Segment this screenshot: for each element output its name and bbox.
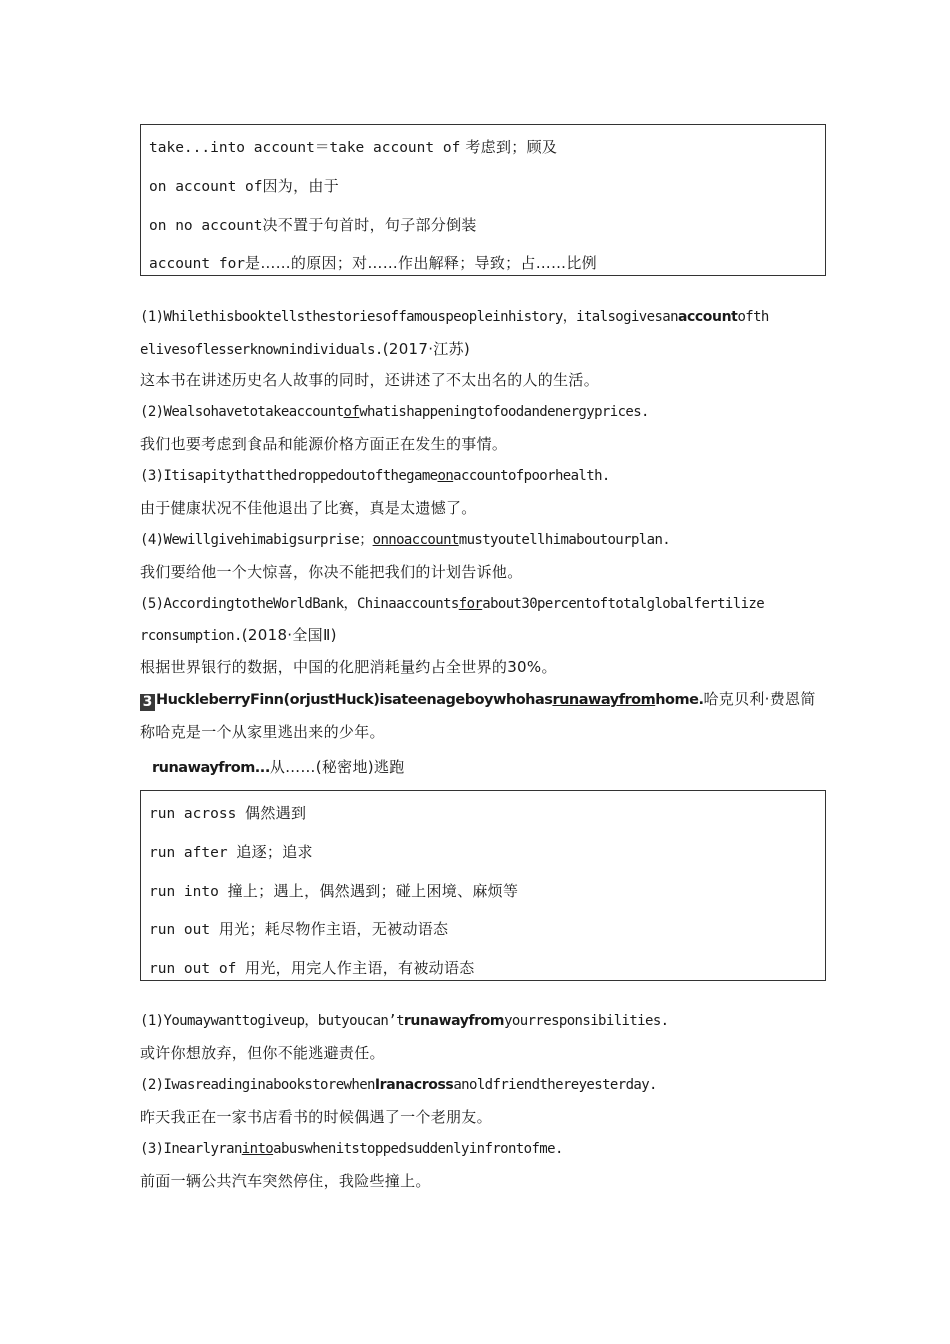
box-row: take...into account＝take account of 考虑到；顾及 (149, 138, 558, 156)
example-sentence: (3)Inearlyranintoabuswhenitstoppedsuddenlyinfrontofme. (140, 1141, 563, 1157)
translation: 我们也要考虑到食品和能源价格方面正在发生的事情。 (140, 435, 508, 453)
example-sentence: (3)Itisapitythatthedroppedoutofthegameonaccountofpoorhealth. (140, 468, 610, 484)
example-sentence-cont: rconsumption.(2018·全国Ⅱ) (140, 626, 337, 644)
translation: 由于健康状况不佳他退出了比赛，真是太遗憾了。 (140, 499, 477, 517)
example-sentence: (5)AccordingtotheWorldBank，Chinaaccountsforabout30percentoftotalglobalfertilize (140, 596, 765, 612)
key-phrase: runawayfrom...从……(秘密地)逃跑 (152, 758, 405, 776)
box-row: run after 追逐；追求 (149, 842, 313, 861)
example-sentence: (2)IwasreadinginabookstorewhenIranacrossanoldfriendthereyesterday. (140, 1077, 657, 1093)
translation: 根据世界银行的数据，中国的化肥消耗量约占全世界的30%。 (140, 658, 557, 676)
translation: 或许你想放弃，但你不能逃避责任。 (140, 1044, 385, 1062)
example-sentence: (2)Wealsohavetotakeaccountofwhatishappeningtofoodandenergyprices. (140, 404, 649, 420)
translation: 这本书在讲述历史名人故事的同时，还讲述了不太出名的人的生活。 (140, 371, 600, 389)
box-row: on account of因为，由于 (149, 176, 340, 195)
translation: 我们要给他一个大惊喜，你决不能把我们的计划告诉他。 (140, 563, 523, 581)
example-sentence: (4)Wewillgivehimabigsurprise；onnoaccountmustyoutellhimaboutourplan. (140, 532, 671, 548)
box-row: run out of 用光，用完人作主语，有被动语态 (149, 959, 475, 978)
box-row: run out 用光；耗尽物作主语，无被动语态 (149, 920, 449, 939)
item-heading-cont: 称哈克是一个从家里逃出来的少年。 (140, 723, 385, 741)
phrase-box-run (140, 790, 826, 981)
example-sentence-cont: elivesoflesserknownindividuals.(2017·江苏) (140, 340, 471, 358)
box-row: on no account决不置于句首时，句子部分倒装 (149, 215, 477, 234)
example-sentence: (1)Youmaywanttogiveup，butyoucan’trunawayfromyourresponsibilities. (140, 1013, 669, 1029)
box-row: run into 撞上；遇上，偶然遇到；碰上困境、麻烦等 (149, 881, 519, 900)
translation: 昨天我正在一家书店看书的时候偶遇了一个老朋友。 (140, 1108, 492, 1126)
phrase-box-account (140, 124, 826, 276)
item-heading: 3 HuckleberryFinn(orjustHuck)isateenageboywhohasrunawayfromhome.哈克贝利·费恩简 (140, 689, 830, 711)
item-number-badge: 3 (140, 694, 155, 711)
box-row: run across 偶然遇到 (149, 804, 307, 822)
example-sentence: (1)Whilethisbooktellsthestoriesoffamouspeopleinhistory，italsogivesanaccountofth (140, 309, 769, 325)
box-row: account for是……的原因；对……作出解释；导致；占……比例 (149, 254, 597, 273)
translation: 前面一辆公共汽车突然停住，我险些撞上。 (140, 1172, 431, 1190)
